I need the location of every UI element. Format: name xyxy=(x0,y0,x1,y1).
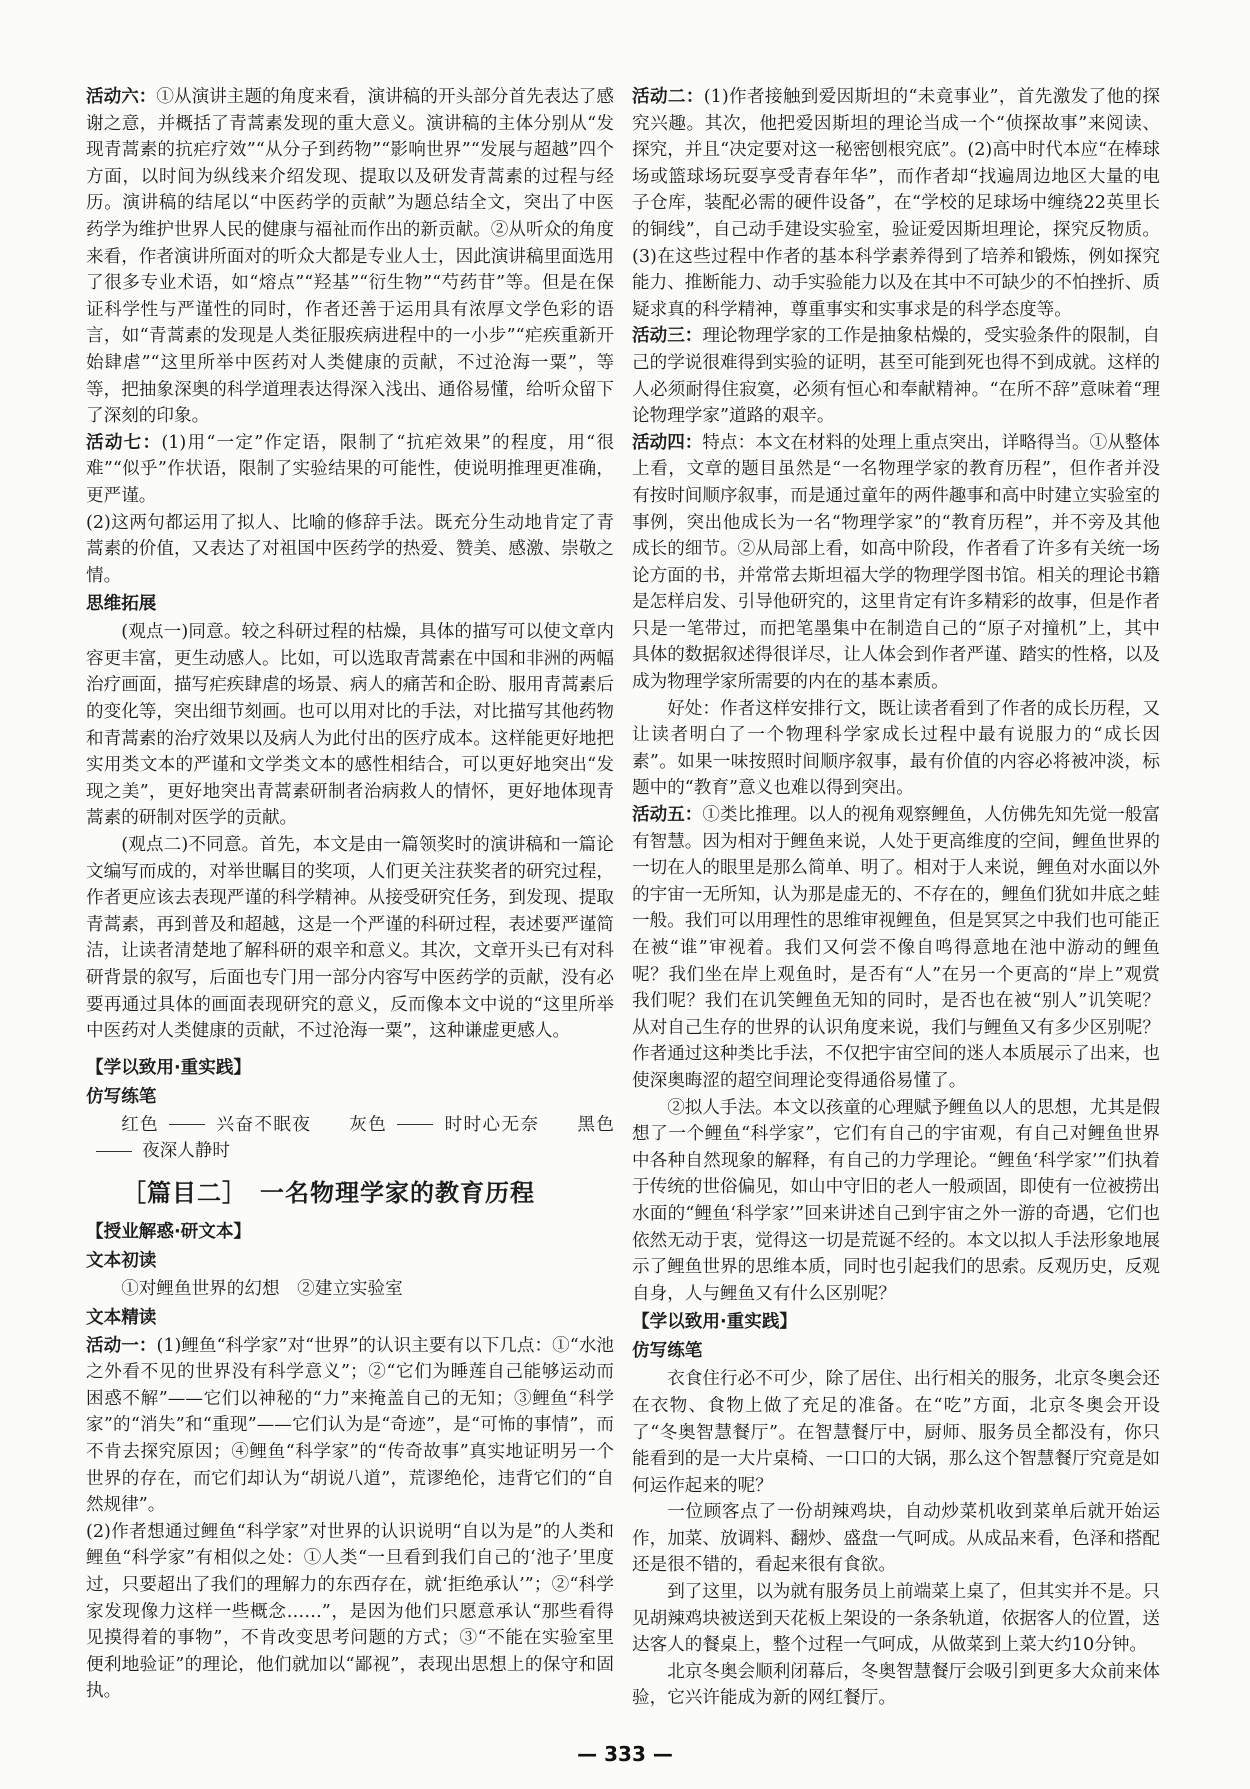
gray-answer: 时时心无奈 xyxy=(443,1114,540,1135)
dash xyxy=(397,1124,433,1125)
activity-4 xyxy=(632,430,1160,696)
activity-3-label: 活动三： xyxy=(632,326,703,347)
page-number-value: 333 xyxy=(604,1742,646,1766)
practice-heading-right: 【学以致用·重实践】 xyxy=(632,1312,798,1333)
activity-1-part-2: (2)作者想通过鲤鱼“科学家”对世界的认识说明“自以为是”的人类和鲤鱼“科学家”有相似之处：①人类“一旦看到我们自己的‘池子’里度过，只要超出了我们的理解力的东西存在，就‘拒绝承认’”；②“科学家发现像力这样一些概念……”，是因为他们只愿意承认“那些看得见摸得着的事物”，不肯改变思考问题的方式；③“不能在实验室里便利地验证”的理论，他们就加以“鄙视”，表现出思想上的保守和固执。 xyxy=(86,1521,614,1702)
activity-7-part-2: (2)这两句都运用了拟人、比喻的修辞手法。既充分生动地肯定了青蒿素的价值，又表达了对祖国中医药学的热爱、赞美、感激、崇敬之情。 xyxy=(86,512,614,586)
activity-1-label: 活动一： xyxy=(86,1335,157,1356)
activity-6-text: ①从演讲主题的角度来看，演讲稿的开头部分首先表达了感谢之意，并概括了青蒿素发现的重大意义。演讲稿的主体分别从“发现青蒿素的抗疟疗效”“从分子到药物”“影响世界”“发展与超越”四个方面，以时间为纵线来介绍发现、提取以及研发青蒿素的过程与经历。演讲稿的结尾以“中医药学的贡献”为题总结全文，突出了中医药学为维护世界人民的健康与福祉而作出的新贡献。②从听众的角度来看，作者演讲所面对的听众大都是专业人士，因此演讲稿里面选用了很多专业术语，如“熔点”“羟基”“衍生物”“芍药苷”等。但是在保证科学性与严谨性的同时，作者还善于运用具有浓厚文学色彩的语言，如“青蒿素的发现是人类征服疾病进程中的一小步”“疟疾重新开始肆虐”“这里所举中医药对人类健康的贡献，不过沧海一粟”，等等，把抽象深奥的科学道理表达得深入浅出、通俗易懂，给听众留下了深刻的印象。 xyxy=(86,87,614,427)
teaching-heading: 【授业解惑·研文本】 xyxy=(86,1221,252,1242)
red-answer: 兴奋不眠夜 xyxy=(215,1114,312,1135)
essay-paragraph-4: 北京冬奥会顺利闭幕后，冬奥智慧餐厅会吸引到更多大众前来体验，它兴许能成为新的网红餐厅。 xyxy=(632,1661,1160,1709)
black-answer: 夜深人静时 xyxy=(142,1141,230,1162)
activity-2-label: 活动二： xyxy=(632,87,704,107)
dash xyxy=(169,1124,205,1125)
essay-paragraph-3: 到了这里，以为就有服务员上前端菜上桌了，但其实并不是。只见胡辣鸡块被送到天花板上架设的一条条轨道，依据客人的位置，送达客人的餐桌上，整个过程一气呵成，从做菜到上菜大约10分钟。 xyxy=(632,1582,1160,1656)
practice-heading: 【学以致用·重实践】 xyxy=(86,1057,252,1078)
dash xyxy=(96,1151,132,1152)
page-number: — 333 — xyxy=(577,1742,673,1766)
article-title: ［篇目二］ 一名物理学家的教育历程 xyxy=(122,1178,535,1207)
activity-5-text: ①类比推理。以人的视角观察鲤鱼，人仿佛先知先觉一般富有智慧。因为相对于鲤鱼来说，人处于更高维度的空间，鲤鱼世界的一切在人的眼里是那么简单、明了。相对于人来说，鲤鱼对水面以外的宇宙一无所知，认为那是虚无的、不存在的，鲤鱼们犹如井底之蛙一般。我们可以用理性的思维审视鲤鱼，但是冥冥之中我们也可能正在被“谁”审视着。我们又何尝不像自鸣得意地在池中游动的鲤鱼呢？我们坐在岸上观鱼时，是否有“人”在另一个更高的“岸上”观赏我们呢？我们在讥笑鲤鱼无知的同时，是否也在被“别人”讥笑呢？从对自己生存的世界的认识角度来说，我们与鲤鱼又有多少区别呢？作者通过这种类比手法，不仅把宇宙空间的迷人本质展示了出来，也使深奥晦涩的超空间理论变得通俗易懂了。 xyxy=(632,805,1160,1091)
activity-1-text: (1)鲤鱼“科学家”对“世界”的认识主要有以下几点：①“水池之外看不见的世界没有科学意义”；②“它们为睡莲自己能够运动而困惑不解”——它们以神秘的“力”来掩盖自己的无知；③鲤鱼“科学家”的“消失”和“重现”——它们认为是“奇迹”，是“可怖的事情”，而不肯去探究原因；④鲤鱼“科学家”的“传奇故事”真实地证明另一个世界的存在，而它们却认为“胡说八道”，荒谬绝伦，违背它们的“自然规律”。 xyxy=(86,1335,614,1516)
activity-4-benefit: 好处：作者这样安排行文，既让读者看到了作者的成长历程，又让读者明白了一个物理科学家成长过程中最有说服力的“成长因素”。如果一味按照时间顺序叙事，最有价值的内容必将被冲淡，标题中的“教育”意义也难以得到突出。 xyxy=(632,698,1160,799)
activity-5-part-2: ②拟人手法。本文以孩童的心理赋予鲤鱼以人的思想，尤其是假想了一个鲤鱼“科学家”，它们有自己的宇宙观，有自己对鲤鱼世界中各种自然现象的解释，有自己的力学理论。“鲤鱼‘科学家’”们执着于传统的世俗偏见，如山中守旧的老人一般顽固，即使有一位被捞出水面的“鲤鱼‘科学家’”回来讲述自己到宇宙之外一游的奇遇，它们也依然无动于衷，觉得这一切是荒诞不经的。本文以拟人手法形象地展示了鲤鱼世界的思维本质，同时也引起我们的思索。反观历史，反观自身，人与鲤鱼又有什么区别呢？ xyxy=(632,1097,1160,1304)
activity-3 xyxy=(632,323,1160,429)
imitation-writing-heading: 仿写练笔 xyxy=(86,1086,157,1107)
color-red: 红色 xyxy=(121,1114,160,1135)
color-gray: 灰色 xyxy=(349,1114,388,1135)
close-reading-heading: 文本精读 xyxy=(86,1307,157,1328)
viewpoint-2: (观点二)不同意。首先，本文是由一篇领奖时的演讲稿和一篇论文编写而成的，对举世瞩目的奖项，人们更关注获奖者的研究过程，作者更应该去表现严谨的科学精神。从接受研究任务，到发现、提取青蒿素，再到普及和超越，这是一个严谨的科研过程，表述要严谨简洁，让读者清楚地了解科研的艰辛和意义。其次，文章开头已有对科研背景的叙写，后面也专门用一部分内容写中医药学的贡献，没有必要再通过具体的画面表现研究的意义，反而像本文中说的“这里所举中医药对人类健康的贡献，不过沧海一粟”，这种谦虚更感人。 xyxy=(86,835,614,1042)
imitation-writing-answer xyxy=(86,1112,614,1165)
activity-2-text: (1)作者接触到爱因斯坦的“未竟事业”，首先激发了他的探究兴趣。其次，他把爱因斯坦的理论当成一个“侦探故事”来阅读、探究，并且“决定要对这一秘密刨根究底”。(2)高中时代本应“在棒球场或篮球场玩耍享受青春年华”，而作者却“找遍周边地区大量的电子仓库，装配必需的硬件设备”，在“学校的足球场中缠绕22英里长的铜线”，自己动手建设实验室，验证爱因斯坦理论，探究反物质。(3)在这些过程中作者的基本科学素养得到了培养和锻炼，例如探究能力、推断能力、动手实验能力以及在其中不可缺少的不怕挫折、质疑求真的科学精神，尊重事实和实事求是的科学态度等。 xyxy=(632,87,1160,320)
right-column xyxy=(632,84,1160,1712)
activity-7-label: 活动七： xyxy=(86,432,162,453)
activity-4-label: 活动四： xyxy=(632,432,703,453)
activity-1 xyxy=(86,1333,614,1519)
activity-3-text: 理论物理学家的工作是抽象枯燥的，受实验条件的限制，自己的学说很难得到实验的证明，甚至可能到死也得不到成就。这样的人必须耐得住寂寞，必须有恒心和奉献精神。“在所不辞”意味着“理论物理学家”道路的艰辛。 xyxy=(632,326,1160,427)
activity-4-text: 特点：本文在材料的处理上重点突出，详略得当。①从整体上看，文章的题目虽然是“一名物理学家的教育历程”，但作者并没有按时间顺序叙事，而是通过童年的两件趣事和高中时建立实验室的事例，突出他成长为一名“物理学家”的“教育历程”，并不旁及其他成长的细节。②从局部上看，如高中阶段，作者看了许多有关统一场论方面的书，并常常去斯坦福大学的物理学图书馆。相关的理论书籍是怎样启发、引导他研究的，这里肯定有许多精彩的故事，但是作者只是一笔带过，而把笔墨集中在制造自己的“原子对撞机”上，其中具体的数据叙述得很详尽，让人体会到作者严谨、踏实的性格，以及成为物理学家所需要的内在的基本素质。 xyxy=(632,432,1160,693)
first-reading-heading: 文本初读 xyxy=(86,1250,157,1271)
color-black: 黑色 xyxy=(577,1114,614,1135)
left-column xyxy=(86,84,614,1705)
activity-6 xyxy=(86,84,614,430)
activity-2 xyxy=(632,84,1160,323)
thinking-expansion-heading: 思维拓展 xyxy=(86,594,157,615)
essay-paragraph-2: 一位顾客点了一份胡辣鸡块，自动炒菜机收到菜单后就开始运作，加菜、放调料、翻炒、盛盘一气呵成。从成品来看，色泽和搭配还是很不错的，看起来很有食欲。 xyxy=(632,1502,1160,1576)
imitation-writing-heading-right: 仿写练笔 xyxy=(632,1341,703,1362)
viewpoint-1: (观点一)同意。较之科研过程的枯燥，具体的描写可以使文章内容更丰富，更生动感人。比如，可以选取青蒿素在中国和非洲的两幅治疗画面，描写疟疾肆虐的场景、病人的痛苦和企盼、服用青蒿素后的变化等，突出细节刻画。也可以用对比的手法，对比描写其他药物和青蒿素的治疗效果以及病人为此付出的医疗成本。这样能更好地把实用类文本的严谨和文学类文本的感性相结合，可以更好地突出“发现之美”，更好地突出青蒿素研制者治病救人的情怀，更好地体现青蒿素的研制对医学的贡献。 xyxy=(86,622,614,829)
activity-7-text: (1)用“一定”作定语，限制了“抗疟效果”的程度，用“很难”“似乎”作状语，限制了实验结果的可能性，使说明推理更准确，更严谨。 xyxy=(86,432,614,506)
essay-paragraph-1: 衣食住行必不可少，除了居住、出行相关的服务，北京冬奥会还在衣物、食物上做了充足的准备。在“吃”方面，北京冬奥会开设了“冬奥智慧餐厅”。在智慧餐厅中，厨师、服务员全都没有，你只能看到的是一大片桌椅、一口口的大锅，那么这个智慧餐厅究竟是如何运作起来的呢？ xyxy=(632,1369,1160,1496)
first-reading-answer: ①对鲤鱼世界的幻想 ②建立实验室 xyxy=(121,1278,403,1299)
activity-6-label: 活动六： xyxy=(86,87,157,107)
activity-5 xyxy=(632,802,1160,1095)
activity-5-label: 活动五： xyxy=(632,805,703,826)
activity-7 xyxy=(86,430,614,510)
